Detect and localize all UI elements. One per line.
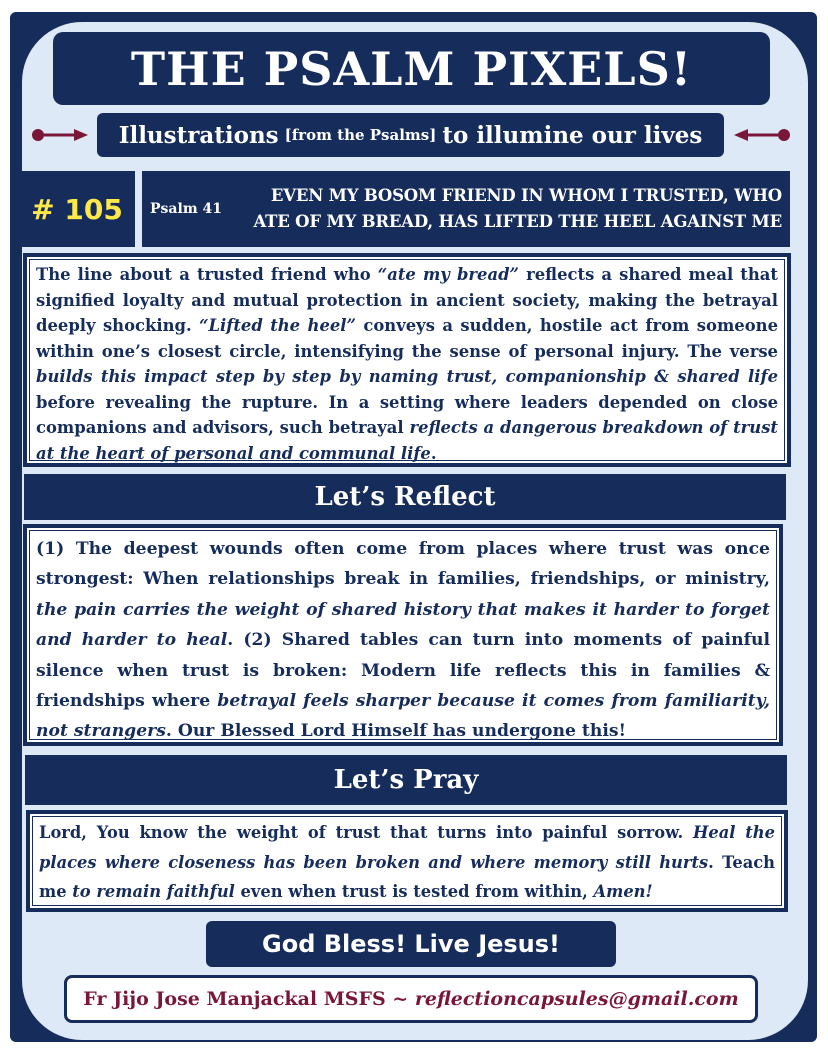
subtitle-banner [97, 113, 724, 157]
arrow-right-icon [30, 126, 90, 144]
italic-run: Heal the places where closeness has been broken and where memory still hurts [39, 823, 775, 872]
entry-number: # 105 [19, 171, 135, 247]
text-run: reflects a shared meal that signified loyalty and mutual protection in ancient society, making the betrayal deeply shocking. [36, 265, 778, 335]
subtitle-small: [from the Psalms] [284, 126, 437, 144]
text-run: . Teach me [39, 852, 775, 901]
arrow-left-icon [732, 126, 792, 144]
pray-text [32, 816, 782, 906]
signature [64, 975, 758, 1023]
italic-run: the pain carries the weight of shared history that makes it harder to forget and harder to heal [36, 599, 770, 651]
italic-run: to remain faithful [72, 882, 235, 901]
italic-run: “ate my bread” [377, 265, 519, 284]
text-run: . [430, 443, 437, 463]
italic-run: builds this impact step by step by naming trust, companionship & shared life [36, 367, 778, 386]
text-run: Lord, You know the weight of trust that turns into painful sorrow. [39, 823, 693, 842]
italic-run: reflects a dangerous breakdown of trust at the heart of personal and communal life [36, 418, 779, 463]
email-link[interactable]: reflectioncapsules@gmail.com [414, 988, 739, 1010]
subtitle-post: to illumine our lives [442, 121, 703, 149]
verse-banner [142, 171, 790, 247]
blessing-banner: God Bless! Live Jesus! [206, 921, 616, 967]
text-run: . (2) Shared tables can turn into moments of painful silence when trust is broken: Modern life reflects this in families & friendships where [36, 630, 770, 712]
page-title: THE PSALM PIXELS! [53, 32, 770, 105]
commentary-text [29, 259, 785, 461]
pray-box [26, 810, 788, 912]
text-run: conveys a sudden, hostile act from someone within one’s closest circle, intensifying the sense of personal injury. The verse [36, 316, 779, 361]
author-name: Fr Jijo Jose Manjackal MSFS ~ [83, 988, 409, 1010]
subtitle-pre: Illustrations [118, 121, 279, 149]
text-run: (1) The deepest wounds often come from places where trust was once strongest: When relationships break in families, friendships, or ministry, [36, 539, 770, 590]
reflect-text [29, 530, 777, 740]
text-run: The line about a trusted friend who [36, 265, 378, 284]
verse-line-2: ATE OF MY BREAD, HAS LIFTED THE HEEL AGAINST ME [253, 212, 782, 231]
psalm-ref: Psalm 41 [150, 201, 222, 217]
reflect-box [23, 524, 783, 746]
italic-run: Amen! [593, 882, 653, 901]
text-run: before revealing the rupture. In a setting where leaders depended on close companions and advisors, such betrayal [36, 392, 778, 437]
italic-run: betrayal feels sharper because it comes from familiarity, not strangers [36, 691, 770, 742]
italic-run: “Lifted the heel” [199, 316, 356, 335]
text-run: . Our Blessed Lord Himself has undergone this! [165, 721, 627, 742]
commentary-box [23, 253, 791, 467]
text-run: even when trust is tested from within, [234, 882, 594, 901]
reflect-heading: Let’s Reflect [24, 474, 786, 520]
verse-line-1: EVEN MY BOSOM FRIEND IN WHOM I TRUSTED, WHO [270, 186, 782, 205]
pray-heading: Let’s Pray [25, 755, 787, 805]
verse-text [226, 183, 790, 235]
